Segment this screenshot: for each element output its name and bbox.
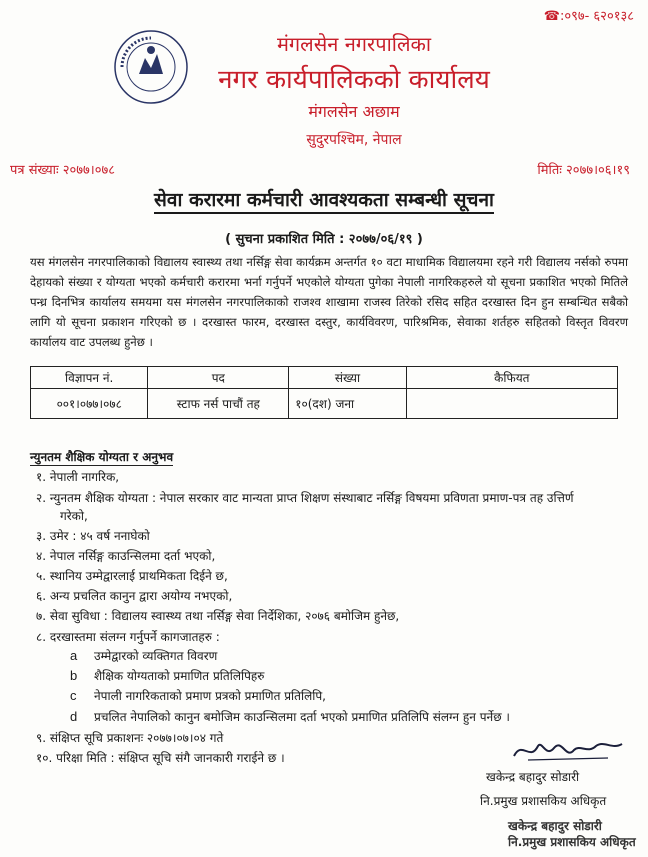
list-item <box>36 468 119 485</box>
official-stamp <box>508 818 636 850</box>
office-name: नगर कार्यपालिकको कार्यालय <box>218 65 490 95</box>
item-text: उमेर : ४५ वर्ष ननाघेको <box>49 529 150 543</box>
list-item <box>36 607 399 624</box>
item-text: सेवा सुविधा : विद्यालय स्वास्थ्य तथा नर्सिङ्ग सेवा निर्देशिका, २०७६ बमोजिम हुनेछ, <box>49 609 400 623</box>
reference-number: पत्र संख्याः २०७७।०७८ <box>10 163 115 178</box>
col-header: पद <box>148 367 289 389</box>
office-location: मंगलसेन अछाम <box>308 102 400 121</box>
sub-item-text: प्रचलित नेपालिको कानुन बमोजिम काउन्सिलमा दर्ता भएको प्रमाणित प्रतिलिपि संलग्न हुन पर्नेछ । <box>94 710 510 724</box>
table-cell: स्टाफ नर्स पाचौं तह <box>148 389 289 419</box>
signatory-name: खकेन्द्र बहादुर सोडारी <box>486 770 580 784</box>
table-cell: ००१।०७७।०७८ <box>31 389 148 419</box>
col-header: विज्ञापन नं. <box>31 367 148 389</box>
item-number: ६. <box>36 589 47 603</box>
list-item <box>36 729 223 746</box>
list-item <box>36 527 150 544</box>
signature-icon <box>508 736 628 766</box>
item-number: १०. <box>36 751 53 765</box>
item-number: १. <box>36 470 47 484</box>
sub-item <box>70 667 264 684</box>
sub-item-letter: b <box>70 668 78 683</box>
municipality-name: मंगलसेन नगरपालिका <box>276 32 432 56</box>
item-text: नेपाल नर्सिङ्ग काउन्सिलमा दर्ता भएको, <box>49 549 216 563</box>
sub-item <box>70 708 510 725</box>
item-number: ७. <box>36 609 47 623</box>
province-line: सुदुरपश्चिम, नेपाल <box>306 132 402 148</box>
sub-item <box>70 647 217 664</box>
list-item <box>36 749 285 766</box>
item-text: स्थानिय उम्मेद्वारलाई प्राथमिकता दिईने छ, <box>49 569 228 583</box>
publication-date: ( सुचना प्रकाशित मिति : २०७७/०६/१९ ) <box>225 232 423 247</box>
sub-item <box>70 687 326 704</box>
letter-date: मितिः २०७७।०६।१९ <box>537 163 630 178</box>
item-text: नेपाली नागरिक, <box>49 470 120 484</box>
signatory-title: नि.प्रमुख प्रशासकिय अधिकृत <box>480 794 607 808</box>
table-header-row <box>31 367 618 389</box>
sub-item-text: शैक्षिक योग्यताको प्रमाणित प्रतिलिपिहरु <box>94 669 265 683</box>
phone-number: ☎:०९७- ६२०१३८ <box>543 9 634 24</box>
item-text: परिक्षा मिति : संक्षिप्त सूचि संगै जानकारी गराईने छ । <box>56 751 285 765</box>
item-text: अन्य प्रचलित कानुन द्वारा अयोग्य नभएको, <box>49 589 233 603</box>
sub-item-text: उम्मेद्वारको व्यक्तिगत विवरण <box>94 649 218 663</box>
qualification-heading: न्युनतम शैक्षिक योग्यता र अनुभव <box>30 450 174 464</box>
item-number: २. <box>36 491 47 505</box>
item-number: ९. <box>36 731 47 745</box>
notice-body: यस मंगलसेन नगरपालिकाको विद्यालय स्वास्थ्य तथा नर्सिङ्ग सेवा कार्यक्रम अन्तर्गत १० वटा माधामिक विद्यालयमा रहने गरी विद्यालय नर्सको रुपमा देहायको संख्या र योग्यता भएको कर्मचारी करारमा भर्ना गर्नुपर्ने भएकोले योग्यता पुगेका नेपाली नागरिकहरुले यो सूचना प्रकाशित भएको मितिले पन्ध्र दिनभित्र कार्यालय समयमा यस मंगलसेन नगरपालिकाको राजश्व शाखामा राजस्व तिरेको रसिद सहित दरखास्त दिन हुन सम्बन्धित सबैको लागि यो सूचना प्रकाशन गरिएको छ । दरखास्त फारम, दरखास्त दस्तुर, कार्यविवरण, पारिश्रमिक, सेवाका शर्तहरु सहितको विस्तृत विवरण कार्यालय वाट उपलब्ध हुनेछ । <box>30 255 628 349</box>
item-number: ८. <box>36 630 47 644</box>
list-item <box>36 587 232 604</box>
stamp-name: खकेन्द्र बहादुर सोडारी <box>508 819 602 833</box>
item-text: न्युनतम शैक्षिक योग्यता : नेपाल सरकार वाट मान्यता प्राप्त शिक्षण संस्थाबाट नर्सिङ्ग विषयमा प्रविणता प्रमाण-पत्र तह उत्तिर्ण <box>49 491 574 505</box>
item-number: ३. <box>36 529 47 543</box>
sub-item-letter: d <box>70 709 78 724</box>
sub-item-letter: c <box>70 688 77 703</box>
notice-title-text: सेवा करारमा कर्मचारी आवश्यकता सम्बन्धी सूचना <box>154 189 494 214</box>
table-cell <box>406 389 617 419</box>
sub-item-text: नेपाली नागरिकताको प्रमाण प्रत्रको प्रमाणित प्रतिलिपि, <box>94 689 326 703</box>
list-item-continued: गरेको, <box>60 509 88 523</box>
list-item <box>36 567 228 584</box>
list-item <box>36 547 215 564</box>
col-header: कैफियत <box>406 367 617 389</box>
notice-title <box>0 186 648 212</box>
item-number: ५. <box>36 569 47 583</box>
col-header: संख्या <box>289 367 406 389</box>
vacancy-table <box>30 366 618 419</box>
sub-item-letter: a <box>70 648 78 663</box>
table-cell: १०(दश) जना <box>289 389 406 419</box>
item-text: संक्षिप्त सूचि प्रकाशनः २०७७।०७।०४ गते <box>49 731 224 745</box>
table-row <box>31 389 618 419</box>
list-item <box>36 489 628 506</box>
list-item <box>36 628 220 645</box>
stamp-title: नि.प्रमुख प्रशासकिय अधिकृत <box>508 835 636 849</box>
item-number: ४. <box>36 549 47 563</box>
item-text: दरखास्तमा संलग्न गर्नुपर्ने कागजातहरु : <box>49 630 220 644</box>
